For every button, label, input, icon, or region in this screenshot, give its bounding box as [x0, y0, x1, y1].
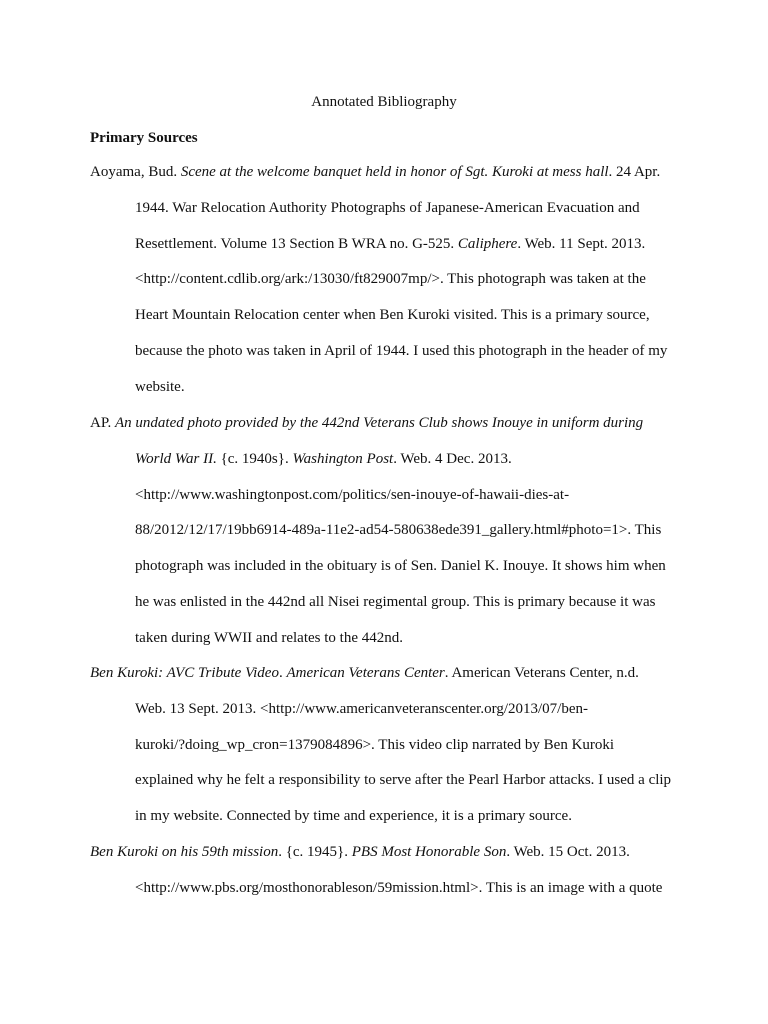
entry-title: An undated photo provided by the 442nd Veterans Club shows Inouye in uniform during — [115, 415, 644, 431]
entry-line: kuroki/?doing_wp_cron=1379084896>. This video clip narrated by Ben Kuroki — [135, 736, 615, 753]
entry-title: World War II. — [135, 450, 217, 467]
document-title: Annotated Bibliography — [311, 94, 457, 110]
entry-line: <http://www.washingtonpost.com/politics/sen-inouye-of-hawaii-dies-at- — [135, 486, 570, 503]
entry-title: Ben Kuroki: AVC Tribute Video — [90, 665, 279, 681]
entry-line: explained why he felt a responsibility to serve after the Pearl Harbor attacks. I used a clip — [135, 772, 672, 789]
entry-text: . — [278, 665, 287, 681]
entry-source: Washington Post — [292, 450, 394, 467]
entry-line: photograph was included in the obituary is of Sen. Daniel K. Inouye. It shows him when — [135, 558, 666, 575]
entry-line: 88/2012/12/17/19bb6914-489a-11e2-ad54-580638ede391_gallery.html#photo=1>. This — [135, 522, 662, 539]
bibliography-entry-aoyama — [90, 155, 690, 406]
entry-line — [90, 155, 690, 191]
entry-line: 1944. War Relocation Authority Photographs of Japanese-American Evacuation and — [135, 199, 640, 216]
entry-source: Caliphere — [457, 235, 518, 252]
entry-text: . Web. 11 Sept. 2013. — [517, 235, 646, 252]
entry-line — [90, 442, 690, 478]
entry-line: <http://www.pbs.org/mosthonorableson/59mission.html>. This is an image with a quote — [135, 879, 663, 896]
entry-line: taken during WWII and relates to the 442nd. — [135, 629, 403, 646]
entry-text: {c. 1940s}. — [216, 450, 293, 467]
entry-text: . Web. 4 Dec. 2013. — [393, 450, 512, 467]
entry-source: American Veterans Center — [286, 665, 445, 681]
bibliography-entry-avc — [90, 656, 690, 835]
entry-text: . American Veterans Center, n.d. — [444, 665, 639, 681]
bibliography-entry-ap — [90, 406, 690, 657]
entry-line: website. — [135, 378, 185, 395]
entry-text: Resettlement. Volume 13 Section B WRA no. G-525. — [135, 235, 458, 252]
entry-line: Heart Mountain Relocation center when Ben Kuroki visited. This is a primary source, — [135, 307, 650, 324]
entry-line: he was enlisted in the 442nd all Nisei regimental group. This is primary because it was — [135, 593, 656, 610]
entry-line — [90, 835, 690, 871]
entry-text: . {c. 1945}. — [278, 844, 352, 860]
entry-line — [90, 406, 690, 442]
bibliography-entry-pbs — [90, 835, 690, 907]
entry-line: Web. 13 Sept. 2013. <http://www.americanveteranscenter.org/2013/07/ben- — [135, 700, 588, 717]
entry-text: Aoyama, Bud. — [90, 164, 181, 180]
entry-title: Scene at the welcome banquet held in honor of Sgt. Kuroki at mess hall — [180, 164, 609, 180]
entry-source: PBS Most Honorable Son — [351, 844, 507, 860]
entry-text: AP. — [90, 415, 116, 431]
entry-text: . Web. 15 Oct. 2013. — [506, 844, 630, 860]
entry-line: because the photo was taken in April of 1944. I used this photograph in the header of my — [135, 342, 668, 359]
section-heading: Primary Sources — [90, 130, 198, 146]
entry-title: Ben Kuroki on his 59th mission — [90, 844, 279, 860]
entry-line — [90, 227, 690, 263]
entry-line: in my website. Connected by time and experience, it is a primary source. — [135, 808, 572, 825]
entry-line — [90, 656, 690, 692]
entry-text: . 24 Apr. — [608, 164, 661, 180]
entry-line: <http://content.cdlib.org/ark:/13030/ft829007mp/>. This photograph was taken at the — [135, 271, 646, 288]
